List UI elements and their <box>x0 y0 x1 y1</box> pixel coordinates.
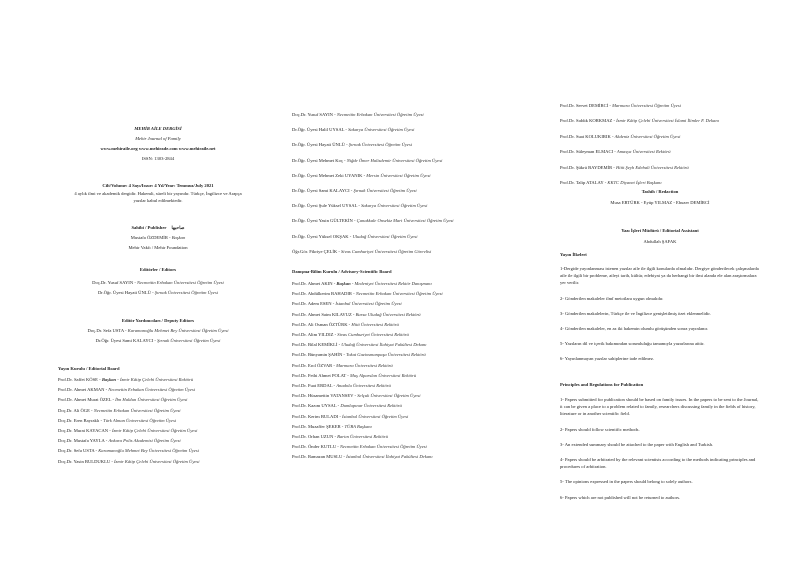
person-affiliation: İstanbul Üniversitesi Öğretim Üyesi <box>335 301 402 307</box>
person-affiliation: Marmara Üniversitesi Öğretim Üyesi <box>612 103 681 108</box>
person-row: Dr.Öğr. Üyesi Hayati ÜNLÜ - Şırnak Üniversitesi Öğretim Üyesi <box>97 290 219 295</box>
person-row: Prof.Dr. Alim YILDIZ - Sivas Cumhuriyet Üniversitesi Rektörü <box>292 332 409 337</box>
person-affiliation: Necmettin Erbakan Üniversitesi Öğretim Üyesi <box>355 291 443 297</box>
principles-tr-heading: Yayın İlkeleri <box>560 252 587 257</box>
journal-title: MEHİR AİLE DERGİSİ <box>134 126 182 131</box>
owner-name: Mustafa ÖZDEMİR <box>130 235 168 240</box>
person-row: Doç.Dr. Ali ÖGE - Necmettin Erbakan Üniversitesi Öğretim Üyesi <box>58 407 181 413</box>
person-name: Dr.Öğr. Üyesi Mehmet Zeki UYANIK <box>292 172 363 178</box>
person-row: Doç.Dr. Yasin BULDUKLU - İzmir Kâtip Çelebi Üniversitesi Öğretim Üyesi <box>58 458 200 464</box>
principle-item: 5- The opinions expressed in the papers should belong to solely authors. <box>560 479 693 485</box>
principle-item: 1-Dergide yayınlanması istenen yazılar aile ile ilgili konularda olmalıdır. Dergiye gönderilecek çalışmalarda aile ile ilgili bir probleme, aileyi tarih, kültür, edebiyat ya da herhangi bir ilmi alanda ele alan araştırmalara yer verilir. <box>560 266 759 286</box>
person-name: Öğr.Gör. Fikriye ÇELİK <box>292 248 338 254</box>
person-name: Dr.Öğr. Üyesi Sami KALAYCI <box>292 188 350 193</box>
person-affiliation: Uludağ Üniversitesi Öğretim Üyesi <box>352 233 418 239</box>
person-row: Prof.Dr. Ali Osman ÖZTÜRK - Hitit Üniversitesi Rektörü <box>292 321 399 327</box>
person-name: Doç.Dr. Yusuf SAYIN <box>292 112 334 117</box>
person-row: Dr.Öğr. Üyesi Yüksel OKŞAK - Uludağ Üniversitesi Öğretim Üyesi <box>292 233 418 239</box>
person-row: Prof.Dr. Adem ESEN - İstanbul Üniversitesi Öğretim Üyesi <box>292 301 402 307</box>
person-row: Prof.Dr. Süleyman ELMACI - Amasya Üniversitesi Rektörü <box>560 149 671 155</box>
person-name: Prof.Dr. Ahmet AKMAN <box>58 387 105 393</box>
person-name: Prof.Dr. Hüsamettin VATANSEV <box>292 393 354 399</box>
person-name: Prof.Dr. Bilal KEMİKLİ <box>292 342 338 348</box>
person-affiliation: Türk Alman Üniversitesi Öğretim Üyesi <box>103 417 177 423</box>
person-name: Prof.Dr. Sıddık KORKMAZ <box>560 118 613 124</box>
person-affiliation: Tokat Gaziosmanpaşa Üniversitesi Rektörü <box>346 352 426 358</box>
person-name: Prof.Dr. Bünyamin ŞAHİN <box>292 352 343 358</box>
principle-item: 5- Yazıların dil ve içerik bakımından sorumluluğu tamamıyla yazarlarına aittir. <box>560 341 705 347</box>
person-name: Doç.Dr. Yusuf SAYIN <box>92 280 134 285</box>
person-name: Doç.Dr. Mustafa YAYLA <box>58 438 105 444</box>
person-row: Prof.Dr. Fethi Ahmet POLAT - Muş Alparslan Üniversitesi Rektörü <box>292 372 417 378</box>
owner-arabic: صاحبها <box>171 225 185 230</box>
person-affiliation: Necmettin Erbakan Üniversitesi Öğretim Üyesi <box>93 407 181 413</box>
principle-item: 2- Gönderilen makaleler ilmî metotlara uygun olmalıdır. <box>560 295 664 301</box>
person-affiliation-rest: İzmir Kâtip Çelebi Üniversitesi Rektörü <box>119 377 194 382</box>
person-name: Doç.Dr. Yasin BULDUKLU <box>58 458 111 464</box>
person-affiliation: Şırnak Üniversitesi Öğretim Üyesi <box>157 338 221 343</box>
person-affiliation: İbn Haldun Üniversitesi Öğretim Üyesi <box>115 397 188 403</box>
volume-line: Cilt/Volume: 4 Sayı/Issue: 4 Yıl/Year: Temmuz/July 2021 <box>102 183 214 188</box>
principle-item: 6- Yayınlanmayan yazılar sahiplerine iade edilmez. <box>560 356 655 362</box>
person-row: Dr.Öğr. Üyesi Sami KALAYCI - Şırnak Üniversitesi Öğretim Üyesi <box>95 338 221 343</box>
person-affiliation: Hitit Üniversitesi Rektörü <box>351 321 399 327</box>
person-name: Dr.Öğr. Üyesi Hayati ÜNLÜ <box>97 290 151 295</box>
person-name: Prof.Dr. Talip ATALAY <box>560 180 604 185</box>
person-name: Prof.Dr. Ahmet Murat ÖZEL <box>58 397 112 403</box>
person-row: Prof.Dr. Muzaffer ŞEKER - TÜBA Başkanı <box>292 423 372 429</box>
deputy-heading: Editör Yardımcıları / Deputy Editors <box>121 318 195 323</box>
person-name: Prof.Dr. Ahmet Saim KILAVUZ <box>292 311 352 317</box>
person-affiliation: Karamanoğlu Mehmet Bey Üniversitesi Öğretim Üyesi <box>98 448 199 454</box>
proof-names: Musa ERTÜRK - Eyüp YILMAZ - Ebuzer DEMİRCİ <box>610 200 710 205</box>
board-heading: Yayın Kurulu / Editorial Board <box>58 366 120 371</box>
person-affiliation: Necmettin Erbakan Üniversitesi Öğretim Üyesi <box>336 112 424 117</box>
principles-en-heading: Principles and Regulations for Publication <box>560 382 644 387</box>
person-row: Doç.Dr. Sefa USTA - Karamanoğlu Mehmet Bey Üniversitesi Öğretim Üyesi <box>58 448 199 454</box>
principle-item: 4- Gönderilen makaleler, en az iki hakemin olumlu görüşünden sonra yayınlanır. <box>560 326 709 331</box>
person-name: Doç.Dr. Ali ÖGE <box>58 407 90 413</box>
person-name: Prof.Dr. Önder KUTLU <box>292 444 337 450</box>
person-row: Doç.Dr. Yusuf SAYIN - Necmettin Erbakan Üniversitesi Öğretim Üyesi <box>92 280 224 285</box>
person-name: Prof.Dr. Ahmet AKIN <box>292 281 333 286</box>
person-row: Prof.Dr. Önder KUTLU - Necmettin Erbakan Üniversitesi Öğretim Üyesi <box>292 444 427 450</box>
person-row: Prof.Dr. Abdülkerim BAHADIR - Necmettin Erbakan Üniversitesi Öğretim Üyesi <box>292 291 443 297</box>
person-row: Prof.Dr. Talip ATALAY - KKTC Diyanet İşleri Başkanı <box>560 180 662 185</box>
person-row: Prof.Dr. Sıddık KORKMAZ - İzmir Kâtip Çelebi Üniversitesi İslami İlimler F. Dekanı <box>560 118 719 124</box>
person-affiliation: Dumlupınar Üniversitesi Rektörü <box>340 403 402 409</box>
person-row: Prof.Dr. Hüsamettin VATANSEV - Selçuk Üniversitesi Öğretim Üyesi <box>292 393 421 399</box>
person-affiliation: Anadolu Üniversitesi Rektörü <box>336 383 391 388</box>
person-affiliation: Ankara Polis Akademisi Öğretim Üyesi <box>108 438 181 444</box>
owner-org: Mehir Vakfı / Mehir Foundation <box>128 245 188 250</box>
person-affiliation: Karamanoğlu Mehmet Bey Üniversitesi Öğretim Üyesi <box>127 328 229 333</box>
person-row: Prof.Dr. Ahmet Murat ÖZEL - İbn Haldun Üniversitesi Öğretim Üyesi <box>58 397 188 403</box>
person-row: Prof.Dr. Ahmet AKIN - Başkan - Medeniyet Üniversitesi Rektör Danışmanı <box>292 281 432 286</box>
proof-heading: Tashih / Redaction <box>641 189 679 194</box>
person-affiliation: Selçuk Üniversitesi Öğretim Üyesi <box>357 393 421 399</box>
person-row: Prof.Dr. Bilal KEMİKLİ - Uludağ Üniversitesi İlahiyat Fakültesi Dekanı <box>292 342 427 348</box>
person-name: Prof.Dr. Fuat ERDAL <box>292 383 333 388</box>
person-name: Prof.Dr. Abdülkerim BAHADIR <box>292 291 352 297</box>
person-row: Prof.Dr. Ahmet Saim KILAVUZ - Bursa Uludağ Üniversitesi Rektörü <box>292 311 421 317</box>
principle-item: 1- Papers submitted for publication should be based on family issues. In the papers to be sent to the Journal, it can be given a place to a problem related to family, researchers discussing family in the fields of history, literature or in another scientific field. <box>560 397 759 417</box>
principle-item: 2- Papers should follow scientific methods. <box>560 426 640 432</box>
owner-heading: Sahibi / Publisher صاحبها <box>131 225 185 230</box>
journal-issn: ISSN: 1303-2844 <box>141 156 175 161</box>
person-row: Prof.Dr. Orhan UZUN - Bartın Üniversitesi Rektörü <box>292 434 388 439</box>
person-affiliation: Hitit Şeyh Edebali Üniversitesi Rektörü <box>615 164 689 170</box>
person-row: Doç.Dr. Sefa USTA - Karamanoğlu Mehmet Bey Üniversitesi Öğretim Üyesi <box>87 328 229 333</box>
description-line-2: yazılar kabul edilmektedir. <box>133 198 183 203</box>
person-row: Dr.Öğr. Üyesi Sami KALAYCI - Şırnak Üniversitesi Öğretim Üyesi <box>292 188 417 193</box>
person-name: Prof.Dr. Adem ESEN <box>292 301 332 307</box>
person-affiliation: Mersin Üniversitesi Öğretim Üyesi <box>366 172 431 178</box>
journal-websites[interactable]: www.mehiraile.org www.mehirade.com www.mehiraile.net <box>100 146 216 151</box>
person-name: Prof.Dr. Orhan UZUN <box>292 434 334 439</box>
person-row: Prof.Dr. Erol ÖZVAR - Marmara Üniversitesi Rektörü <box>292 362 393 368</box>
person-name: Dr.Öğr. Üyesi Şule Yüksel UYSAL <box>292 203 358 209</box>
editors-heading: Editörler / Editors <box>139 267 177 272</box>
person-row: Dr.Öğr. Üyesi Şule Yüksel UYSAL - Sakarya Üniversitesi Öğretim Üyesi <box>292 203 428 209</box>
person-row: Prof.Dr. Fuat ERDAL - Anadolu Üniversitesi Rektörü <box>292 383 391 388</box>
person-name: Prof.Dr. Süleyman ELMACI <box>560 149 614 155</box>
person-affiliation: KKTC Diyanet İşleri Başkanı <box>607 180 662 185</box>
person-row: Doç.Dr. Eren Bayraklı - Türk Alman Üniversitesi Öğretim Üyesi <box>58 417 177 423</box>
person-affiliation-rest: Medeniyet Üniversitesi Rektör Danışmanı <box>354 281 432 286</box>
person-row: Prof.Dr. Ramazan MUSLU - İstanbul Üniversitesi İlahiyat Fakültesi Dekanı <box>292 454 433 460</box>
person-affiliation: Bartın Üniversitesi Rektörü <box>337 434 388 439</box>
person-name: Prof.Dr. Saffet KÖSE <box>58 377 98 382</box>
person-affiliation: Bursa Uludağ Üniversitesi Rektörü <box>355 311 421 317</box>
person-row: Doç.Dr. Murat KAYACAN - İzmir Kâtip Çelebi Üniversitesi Öğretim Üyesi <box>58 428 198 433</box>
principle-item: 3- Gönderilen makalelerin, Türkçe ile ve İngilizce genişletilmiş özet eklenmelidir. <box>560 310 711 316</box>
person-name: Doç.Dr. Murat KAYACAN <box>58 428 109 433</box>
person-affiliation: Başkan <box>336 281 351 286</box>
person-name: Dr.Öğr. Üyesi Yüksel OKŞAK <box>292 233 349 239</box>
assistant-heading: Yazı İşleri Müdürü / Editorial Assistant <box>621 228 699 233</box>
person-affiliation: İzmir Kâtip Çelebi Üniversitesi İslami İlimler F. Dekanı <box>616 118 719 124</box>
person-affiliation: Şırnak Üniversitesi Öğretim Üyesi <box>154 290 219 295</box>
journal-subtitle: Mehir Journal of Family <box>135 136 181 141</box>
person-row: Prof.Dr. Servet DEMİRCİ - Marmara Üniversitesi Öğretim Üyesi <box>560 103 681 108</box>
person-name: Dr.Öğr. Üyesi Mehmet Koç <box>292 157 343 163</box>
person-name: Doç.Dr. Sefa USTA <box>58 448 95 454</box>
person-name: Prof.Dr. Kerim BULADI <box>292 413 339 419</box>
person-affiliation: İstanbul Üniversitesi Öğretim Üyesi <box>342 413 409 419</box>
person-row: Prof.Dr. Ahmet AKMAN - Necmettin Erbakan Üniversitesi Öğretim Üyesi <box>58 387 196 393</box>
person-row: Prof.Dr. Suat KOLUKIRIK - Akdeniz Üniversitesi Öğretim Üyesi <box>560 133 681 139</box>
person-name: Prof.Dr. Alim YILDIZ <box>292 332 334 337</box>
person-name: Doç.Dr. Eren Bayraklı <box>58 417 100 423</box>
person-affiliation: Sakarya Üniversitesi Öğretim Üyesi <box>361 203 428 209</box>
person-name: Prof.Dr. Ali Osman ÖZTÜRK <box>292 321 348 327</box>
assistant-name: Abdullah ŞAFAK <box>643 239 677 244</box>
person-name: Prof.Dr. Ramazan MUSLU <box>292 454 343 460</box>
person-row: Prof.Dr. Saffet KÖSE - Başkan - İzmir Kâtip Çelebi Üniversitesi Rektörü <box>58 377 194 382</box>
description-line-1: 4 aylık ilmi ve akademik dergidir. Hakemli, süreli bir yayındır. Türkçe, İngilizce ve Arapça <box>74 191 242 196</box>
person-row: Dr.Öğr. Üyesi Yasin GÜLTEKİN - Çanakkale Onsekiz Mart Üniversitesi Öğretim Üyesi <box>292 218 454 224</box>
principle-item: 4- Papers should be arbitrated by the relevant scientists according to the methods indicating principles and procedures of arbitration. <box>560 457 756 470</box>
advisory-heading: Danışma-Bilim Kurulu / Advisory-Scientific Board <box>292 269 392 274</box>
person-affiliation: Başkan <box>101 377 117 382</box>
person-affiliation: İstanbul Üniversitesi İlahiyat Fakültesi Dekanı <box>346 454 433 460</box>
person-affiliation: Necmettin Erbakan Üniversitesi Öğretim Üyesi <box>339 444 427 450</box>
person-affiliation: TÜBA Başkanı <box>344 423 372 429</box>
person-affiliation: İzmir Kâtip Çelebi Üniversitesi Öğretim Üyesi <box>111 428 198 433</box>
person-name: Dr.Öğr. Üyesi Yasin GÜLTEKİN <box>292 218 353 224</box>
person-affiliation: Şırnak Üniversitesi Öğretim Üyesi <box>353 188 417 193</box>
person-name: Prof.Dr. Fethi Ahmet POLAT <box>292 372 347 378</box>
person-affiliation: Muş Alparslan Üniversitesi Rektörü <box>349 372 417 378</box>
person-affiliation: Amasya Üniversitesi Rektörü <box>616 149 671 155</box>
person-name: Prof.Dr. Erol ÖZVAR <box>292 362 333 368</box>
person-affiliation: Sakarya Üniversitesi Öğretim Üyesi <box>348 127 415 133</box>
person-name: Prof.Dr. Kazım UYSAL <box>292 403 337 409</box>
person-row: Dr.Öğr. Üyesi Mehmet Zeki UYANIK - Mersin Üniversitesi Öğretim Üyesi <box>292 172 431 178</box>
person-row: Prof.Dr. Kazım UYSAL - Dumlupınar Üniversitesi Rektörü <box>292 403 402 409</box>
person-affiliation: Niğde Ömer Halisdemir Üniversitesi Öğretim Üyesi <box>346 157 443 163</box>
person-affiliation: Akdeniz Üniversitesi Öğretim Üyesi <box>614 133 681 139</box>
person-name: Dr.Öğr. Üyesi Sami KALAYCI <box>95 338 154 343</box>
person-row: Öğr.Gör. Fikriye ÇELİK - Sivas Cumhuriyet Üniversitesi Öğretim Görevlisi <box>292 248 432 254</box>
person-affiliation: Sivas Cumhuriyet Üniversitesi Öğretim Görevlisi <box>341 248 432 254</box>
person-row: Prof.Dr. Kerim BULADI - İstanbul Üniversitesi Öğretim Üyesi <box>292 413 409 419</box>
person-name: Prof.Dr. Şükrü BAYDEMİR <box>560 164 613 170</box>
principle-item: 3- An extended summary should be attached to the paper with English and Turkish. <box>560 441 714 447</box>
person-affiliation: Marmara Üniversitesi Rektörü <box>336 362 393 368</box>
person-affiliation: Sivas Cumhuriyet Üniversitesi Rektörü <box>337 332 409 337</box>
person-name: Doç.Dr. Sefa USTA <box>87 328 124 333</box>
person-row: Dr.Öğr. Üyesi Mehmet Koç - Niğde Ömer Halisdemir Üniversitesi Öğretim Üyesi <box>292 157 443 163</box>
person-affiliation: İzmir Kâtip Çelebi Üniversitesi Öğretim Üyesi <box>114 458 200 464</box>
person-row: Prof.Dr. Şükrü BAYDEMİR - Hitit Şeyh Edebali Üniversitesi Rektörü <box>560 164 689 170</box>
person-row: Prof.Dr. Bünyamin ŞAHİN - Tokat Gaziosmanpaşa Üniversitesi Rektörü <box>292 352 426 358</box>
person-name: Prof.Dr. Muzaffer ŞEKER <box>292 423 341 429</box>
person-name: Prof.Dr. Suat KOLUKIRIK <box>560 133 611 139</box>
person-affiliation: Uludağ Üniversitesi İlahiyat Fakültesi Dekanı <box>341 342 427 348</box>
person-row: Dr.Öğr. Üyesi Hayati ÜNLÜ - Şırnak Üniversitesi Öğretim Üyesi <box>292 142 413 148</box>
principle-item: 6- Papers which are not published will not be returned to authors. <box>560 494 681 500</box>
person-row: Doç.Dr. Yusuf SAYIN - Necmettin Erbakan Üniversitesi Öğretim Üyesi <box>292 112 424 117</box>
owner-role: Başkan <box>171 235 186 240</box>
person-name: Dr.Öğr. Üyesi Halil UYSAL <box>292 127 345 133</box>
person-name: Dr.Öğr. Üyesi Hayati ÜNLÜ <box>292 142 345 148</box>
person-affiliation: Necmettin Erbakan Üniversitesi Öğretim Üyesi <box>137 280 224 285</box>
person-affiliation: Çanakkale Onsekiz Mart Üniversitesi Öğretim Üyesi <box>356 218 454 224</box>
person-affiliation: Şırnak Üniversitesi Öğretim Üyesi <box>348 142 413 148</box>
person-row: Dr.Öğr. Üyesi Halil UYSAL - Sakarya Üniversitesi Öğretim Üyesi <box>292 127 415 133</box>
person-row: Doç.Dr. Mustafa YAYLA - Ankara Polis Akademisi Öğretim Üyesi <box>58 438 181 444</box>
person-name: Prof.Dr. Servet DEMİRCİ <box>560 103 609 108</box>
person-affiliation: Necmettin Erbakan Üniversitesi Öğretim Üyesi <box>108 387 196 393</box>
owner-line: Mustafa ÖZDEMİR - Başkan <box>130 235 186 240</box>
